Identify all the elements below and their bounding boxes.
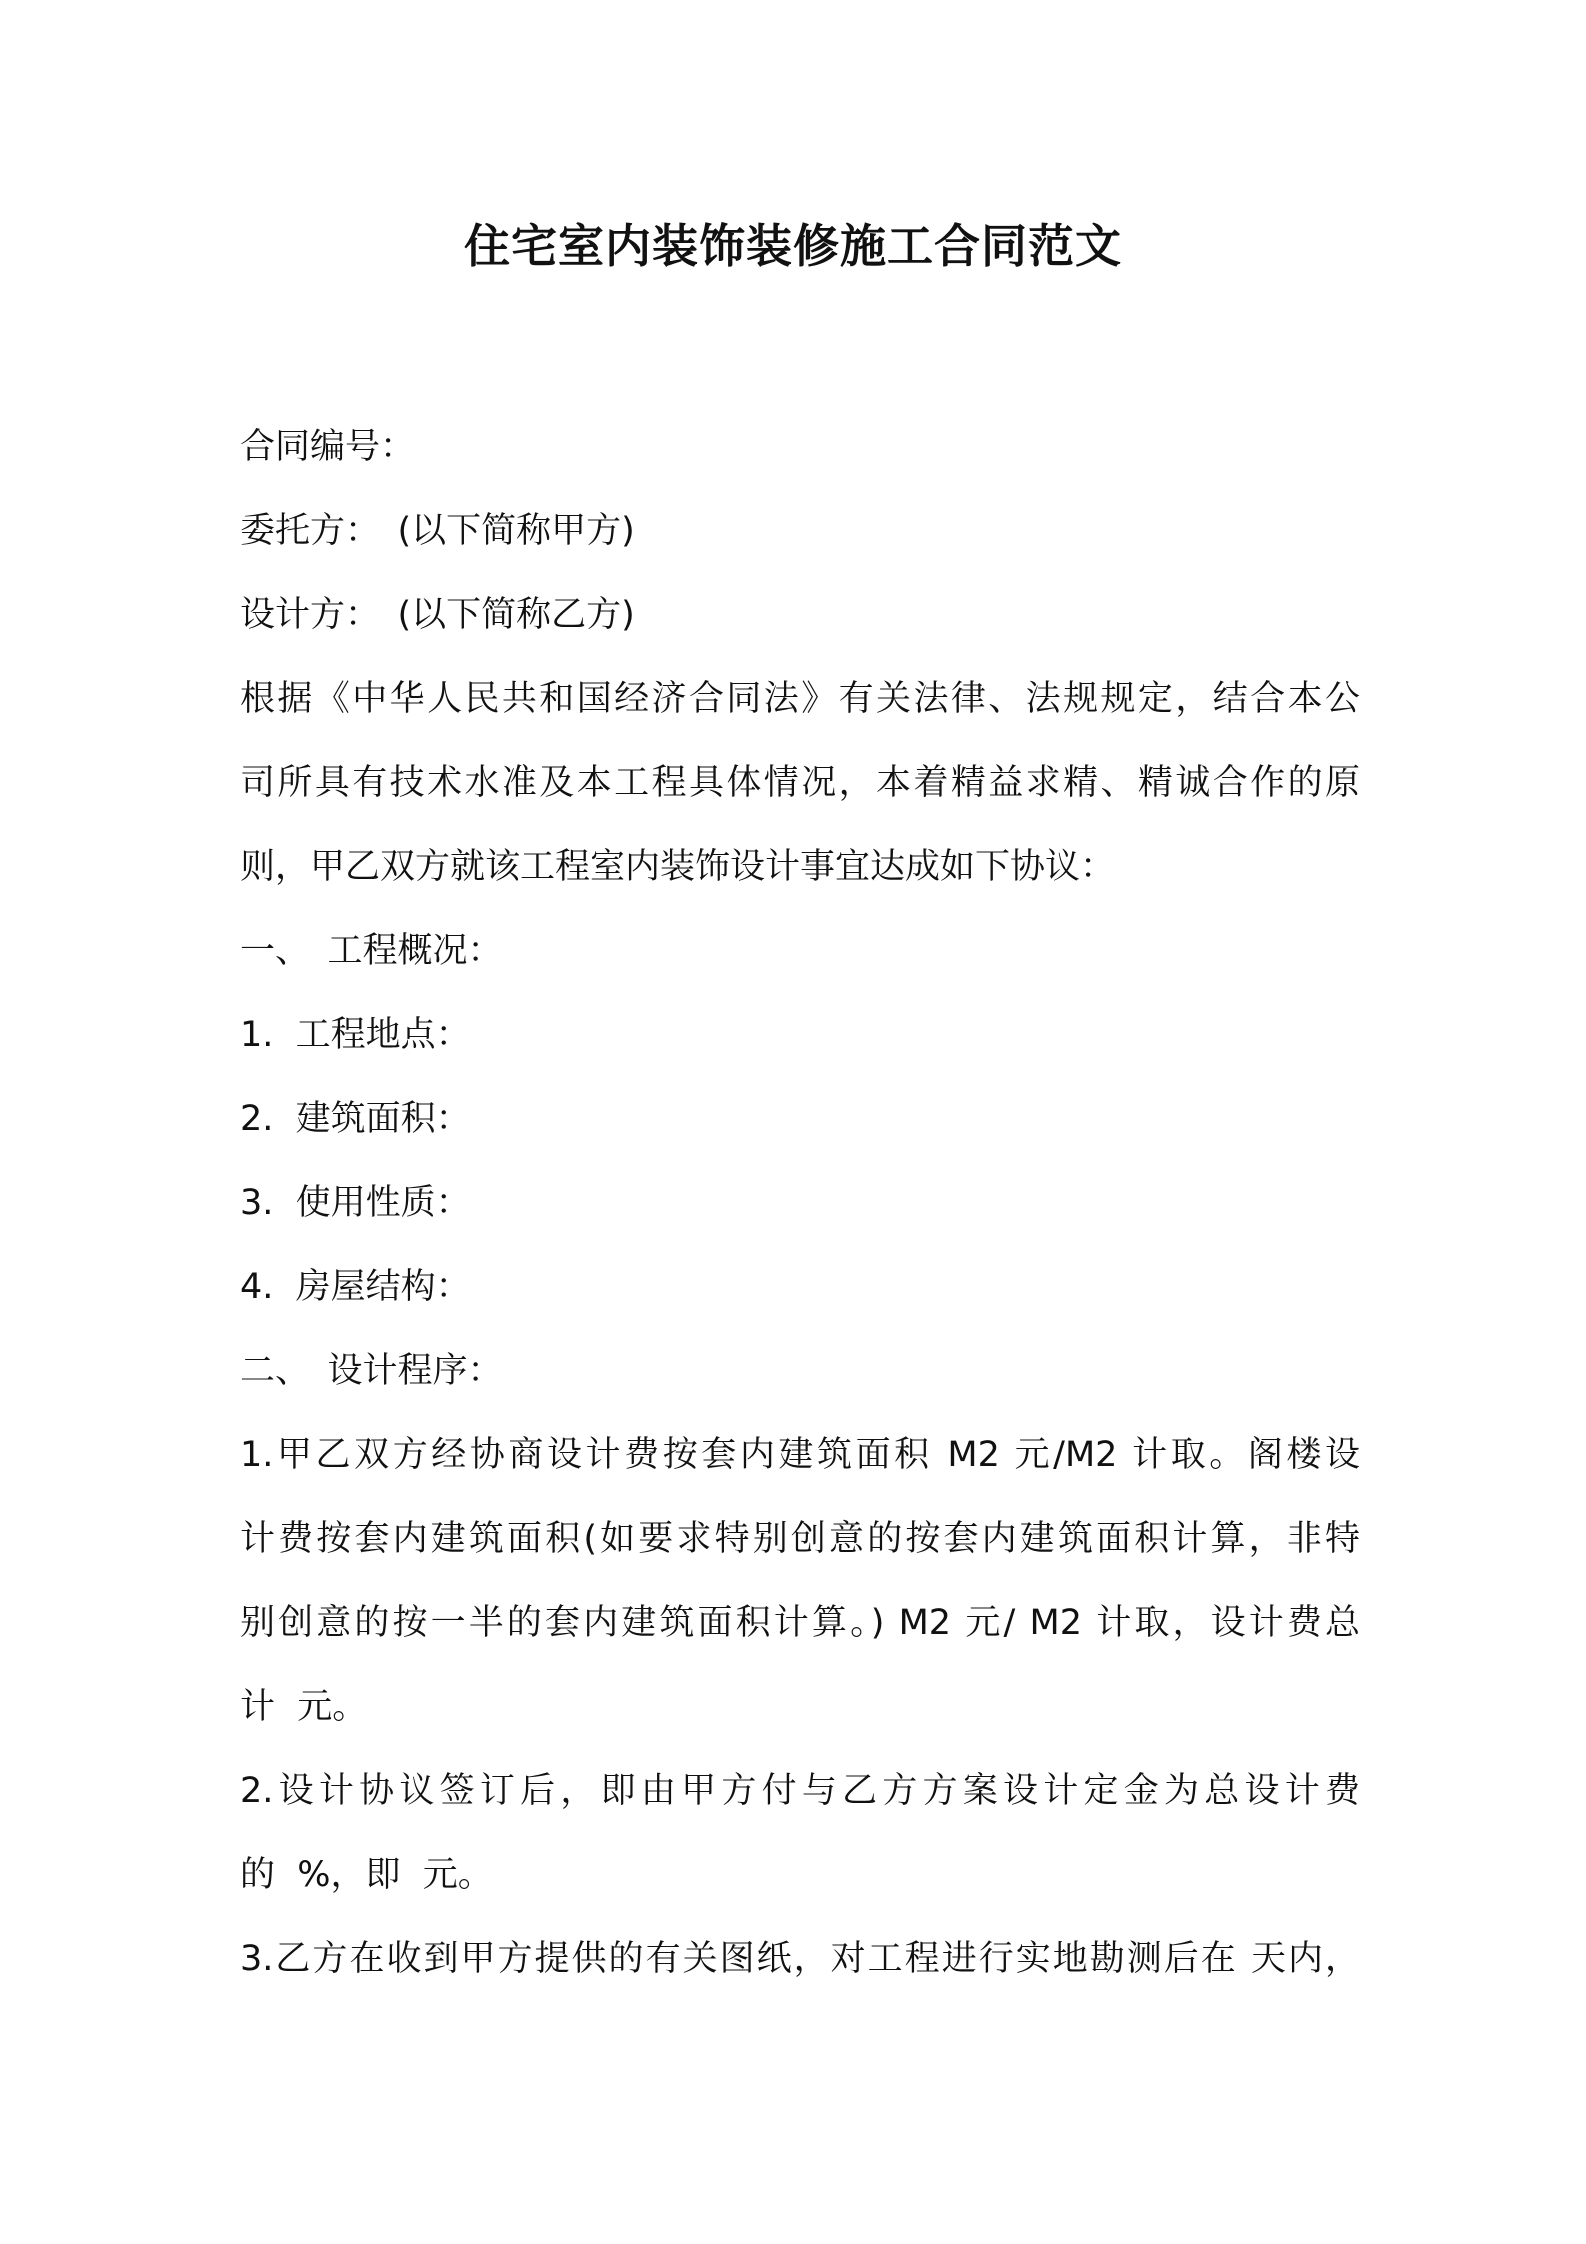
procedure-clause-2-line: 2.设计协议签订后，即由甲方付与乙方方案设计定金为总设计费 <box>240 1771 1360 1811</box>
intro-paragraph-line: 司所具有技术水准及本工程具体情况，本着精益求精、精诚合作的原 <box>240 763 1360 803</box>
overview-item-area: 2. 建筑面积： <box>240 1099 471 1139</box>
overview-item-usage: 3. 使用性质： <box>240 1183 471 1223</box>
procedure-clause-1-line: 1.甲乙双方经协商设计费按套内建筑面积 M2 元/M2 计取。阁楼设 <box>240 1435 1360 1475</box>
intro-paragraph-line: 则，甲乙双方就该工程室内装饰设计事宜达成如下协议： <box>240 847 1116 887</box>
procedure-clause-1-line: 别创意的按一半的套内建筑面积计算。) M2 元/ M2 计取，设计费总 <box>240 1603 1360 1643</box>
intro-paragraph-line: 根据《中华人民共和国经济合同法》有关法律、法规规定，结合本公 <box>240 679 1360 719</box>
section-heading-project-overview: 一、 工程概况： <box>240 931 503 971</box>
section-heading-design-procedure: 二、 设计程序： <box>240 1351 503 1391</box>
contract-number-line: 合同编号： <box>240 427 416 467</box>
procedure-clause-1-line: 计费按套内建筑面积(如要求特别创意的按套内建筑面积计算，非特 <box>240 1519 1360 1559</box>
overview-item-location: 1. 工程地点： <box>240 1015 471 1055</box>
procedure-clause-1-line: 计 元。 <box>240 1687 368 1727</box>
overview-item-structure: 4. 房屋结构： <box>240 1267 471 1307</box>
document-title: 住宅室内装饰装修施工合同范文 <box>464 219 1122 273</box>
procedure-clause-2-line: 的 %，即 元。 <box>240 1855 493 1895</box>
procedure-clause-3-line: 3.乙方在收到甲方提供的有关图纸，对工程进行实地勘测后在 天内， <box>240 1939 1360 1979</box>
client-party-line: 委托方： (以下简称甲方) <box>240 511 635 551</box>
designer-party-line: 设计方： (以下简称乙方) <box>240 595 635 635</box>
document-body <box>240 405 1360 2001</box>
